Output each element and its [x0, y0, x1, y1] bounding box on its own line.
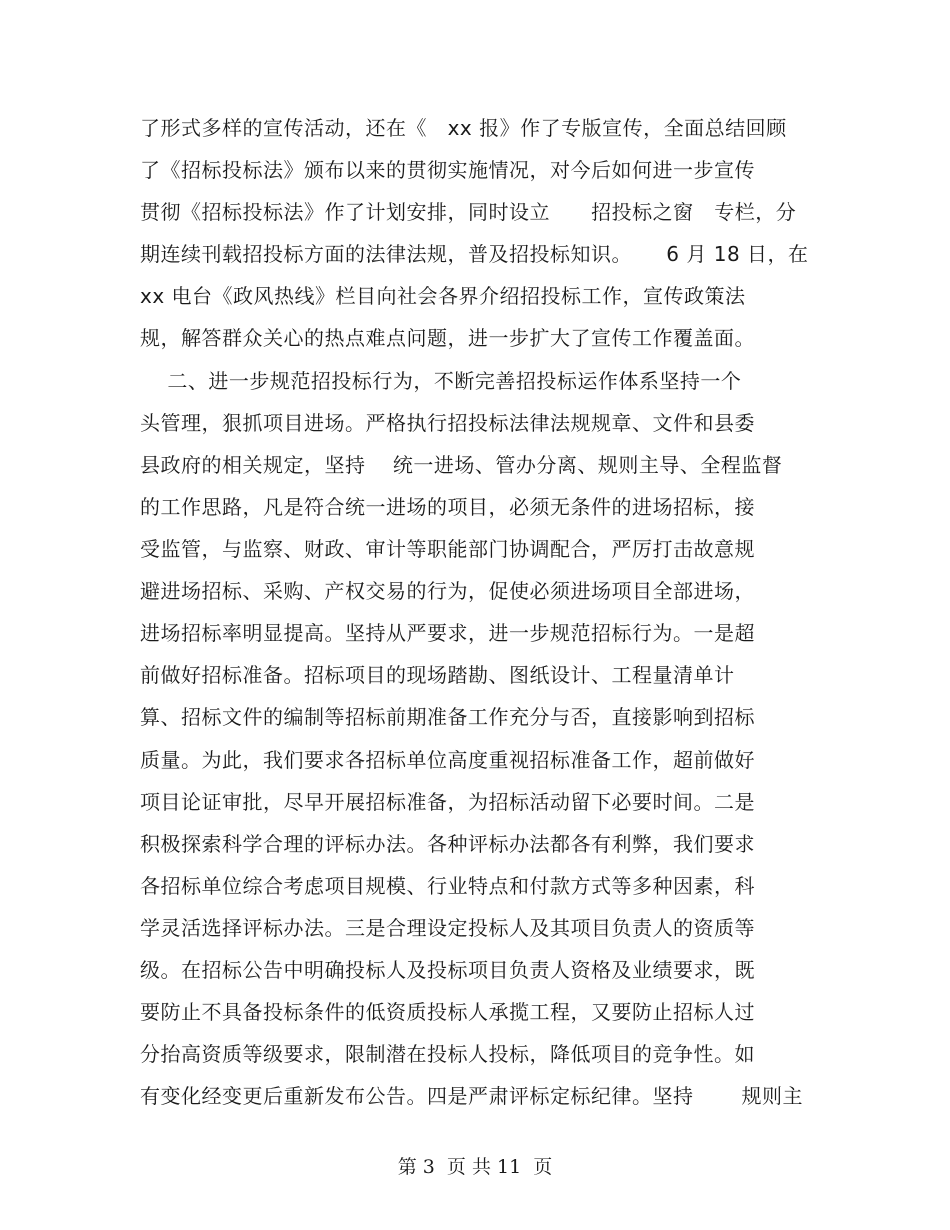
- text-line: 县政府的相关规定，坚持 统一进场、管办分离、规则主导、全程监督: [140, 453, 783, 477]
- text-line: 前做好招标准备。招标项目的现场踏勘、图纸设计、工程量清单计: [140, 663, 735, 687]
- text-line: 规，解答群众关心的热点难点问题，进一步扩大了宣传工作覆盖面。: [140, 326, 755, 350]
- text-line: 了《招标投标法》颁布以来的贯彻实施情况，对今后如何进一步宣传: [140, 158, 755, 182]
- text-line: 期连续刊载招投标方面的法律法规，普及招投标知识。 6 月 18 日，在: [140, 242, 809, 266]
- text-line: 二、进一步规范招投标行为，不断完善招投标运作体系坚持一个: [140, 369, 742, 393]
- text-line: 各招标单位综合考虑项目规模、行业特点和付款方式等多种因素，科: [140, 874, 755, 898]
- text-line: 分抬高资质等级要求，限制潜在投标人投标，降低项目的竞争性。如: [140, 1042, 755, 1066]
- text-line: 要防止不具备投标条件的低资质投标人承揽工程，又要防止招标人过: [140, 1000, 755, 1024]
- text-line: xx 电台《政风热线》栏目向社会各界介绍招投标工作，宣传政策法: [140, 284, 746, 308]
- text-line: 避进场招标、采购、产权交易的行为，促使必须进场项目全部进场，: [140, 579, 755, 603]
- text-line: 了形式多样的宣传活动，还在《 xx 报》作了专版宣传，全面总结回顾: [140, 116, 787, 140]
- text-line: 学灵活选择评标办法。三是合理设定投标人及其项目负责人的资质等: [140, 916, 755, 940]
- text-line: 贯彻《招标投标法》作了计划安排，同时设立 招投标之窗 专栏，分: [140, 200, 797, 224]
- text-line: 头管理，狠抓项目进场。严格执行招投标法律法规规章、文件和县委: [140, 411, 755, 435]
- text-line: 项目论证审批，尽早开展招标准备，为招标活动留下必要时间。二是: [140, 790, 755, 814]
- page-number-footer: 第 3 页 共 11 页: [397, 1156, 553, 1178]
- text-line: 的工作思路，凡是符合统一进场的项目，必须无条件的进场招标，接: [140, 495, 755, 519]
- text-line: 质量。为此，我们要求各招标单位高度重视招标准备工作，超前做好: [140, 748, 755, 772]
- text-line: 有变化经变更后重新发布公告。四是严肃评标定标纪律。坚持 规则主: [140, 1084, 804, 1108]
- text-line: 受监管，与监察、财政、审计等职能部门协调配合，严厉打击故意规: [140, 537, 755, 561]
- text-line: 积极探索科学合理的评标办法。各种评标办法都各有利弊，我们要求: [140, 832, 755, 856]
- text-line: 算、招标文件的编制等招标前期准备工作充分与否，直接影响到招标: [140, 705, 755, 729]
- text-line: 进场招标率明显提高。坚持从严要求，进一步规范招标行为。一是超: [140, 621, 755, 645]
- text-line: 级。在招标公告中明确投标人及投标项目负责人资格及业绩要求，既: [140, 958, 755, 982]
